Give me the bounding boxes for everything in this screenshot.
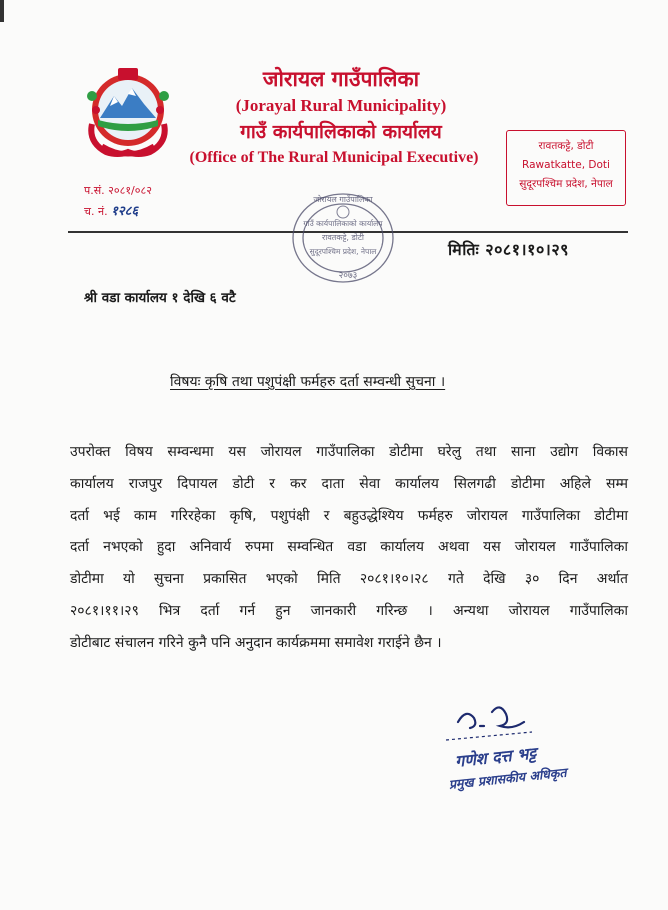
letter-body: [70, 437, 628, 660]
chalani-number: १२८६: [111, 204, 139, 219]
municipality-name-en: (Jorayal Rural Municipality): [235, 96, 447, 115]
signatory-name: गणेश दत्त भट्ट: [454, 743, 537, 771]
nepal-emblem-icon: [82, 66, 174, 162]
address-line-np: रावतकट्टे, डोटी: [538, 140, 594, 152]
subject-line: विषयः कृषि तथा पशुपंक्षी फर्महरु दर्ता सम्वन्धी सुचना ।: [170, 374, 446, 390]
reference-numbers: [84, 180, 152, 222]
body-line: उपरोक्त विषय सम्वन्धमा यस जोरायल गाउँपालिका डोटीमा घरेलु तथा साना उद्योग विकास: [70, 444, 628, 460]
page-corner-mark: [0, 0, 4, 22]
address-province: सुदूरपश्चिम प्रदेश, नेपाल: [519, 178, 613, 190]
patra-sankhya: प.सं. २०८१/०८२: [84, 184, 152, 197]
addressee: श्री वडा कार्यालय १ देखि ६ वटै: [84, 290, 236, 306]
office-name-np: गाउँ कार्यपालिकाको कार्यालय: [240, 121, 442, 143]
body-line: दर्ता नभएको हुदा अनिवार्य रुपमा सम्वन्धित वडा कार्यालय अथवा यस जोरायल गाउँपालिका: [70, 539, 628, 556]
letterhead: [176, 64, 506, 170]
body-line: दर्ता भई काम गरिरहेका कृषि, पशुपंक्षी र बहुउद्धेश्यिय फर्महरु जोरायल गाउँपालिका डोटीमा: [70, 507, 628, 524]
stamp-text-place: रावतकट्टे, डोटी: [322, 233, 364, 242]
chalani-label: च. नं.: [84, 205, 108, 218]
stamp-text-province: सुदूरपश्चिम प्रदेश, नेपाल: [309, 247, 377, 256]
stamp-year: २०७३: [338, 271, 358, 281]
body-line: कार्यालय राजपुर दिपायल डोटी र कर दाता सेवा कार्यालय सिलगढी डोटीमा अहिले सम्म: [70, 475, 628, 492]
stamp-text-mid: गाउँ कार्यपालिकाको कार्यालय: [303, 219, 383, 228]
stamp-text-top: जोरायल गाउँपालिका: [313, 195, 373, 204]
address-box: [506, 130, 626, 206]
letter-date: मितिः २०८१।१०।२९: [448, 240, 569, 259]
body-line: डोटीबाट संचालन गरिने कुनै पनि अनुदान कार्यक्रममा समावेश गराईने छैन ।: [70, 634, 442, 651]
address-line-en: Rawatkatte, Doti: [522, 159, 610, 171]
signatory-title: प्रमुख प्रशासकीय अधिकृत: [448, 764, 568, 792]
office-stamp-icon: [288, 188, 398, 288]
municipality-name-np: जोरायल गाउँपालिका: [262, 67, 420, 91]
office-name-en: (Office of The Rural Municipal Executive): [189, 149, 479, 166]
body-line: २०८१।११।२९ भित्र दर्ता गर्न हुन जानकारी गरिन्छ । अन्यथा जोरायल गाउँपालिका: [70, 602, 628, 619]
body-line: डोटीमा यो सुचना प्रकासित भएको मिति २०८१।१०।२८ गते देखि ३० दिन अर्थात: [70, 571, 628, 588]
chalani-row: [84, 201, 152, 222]
